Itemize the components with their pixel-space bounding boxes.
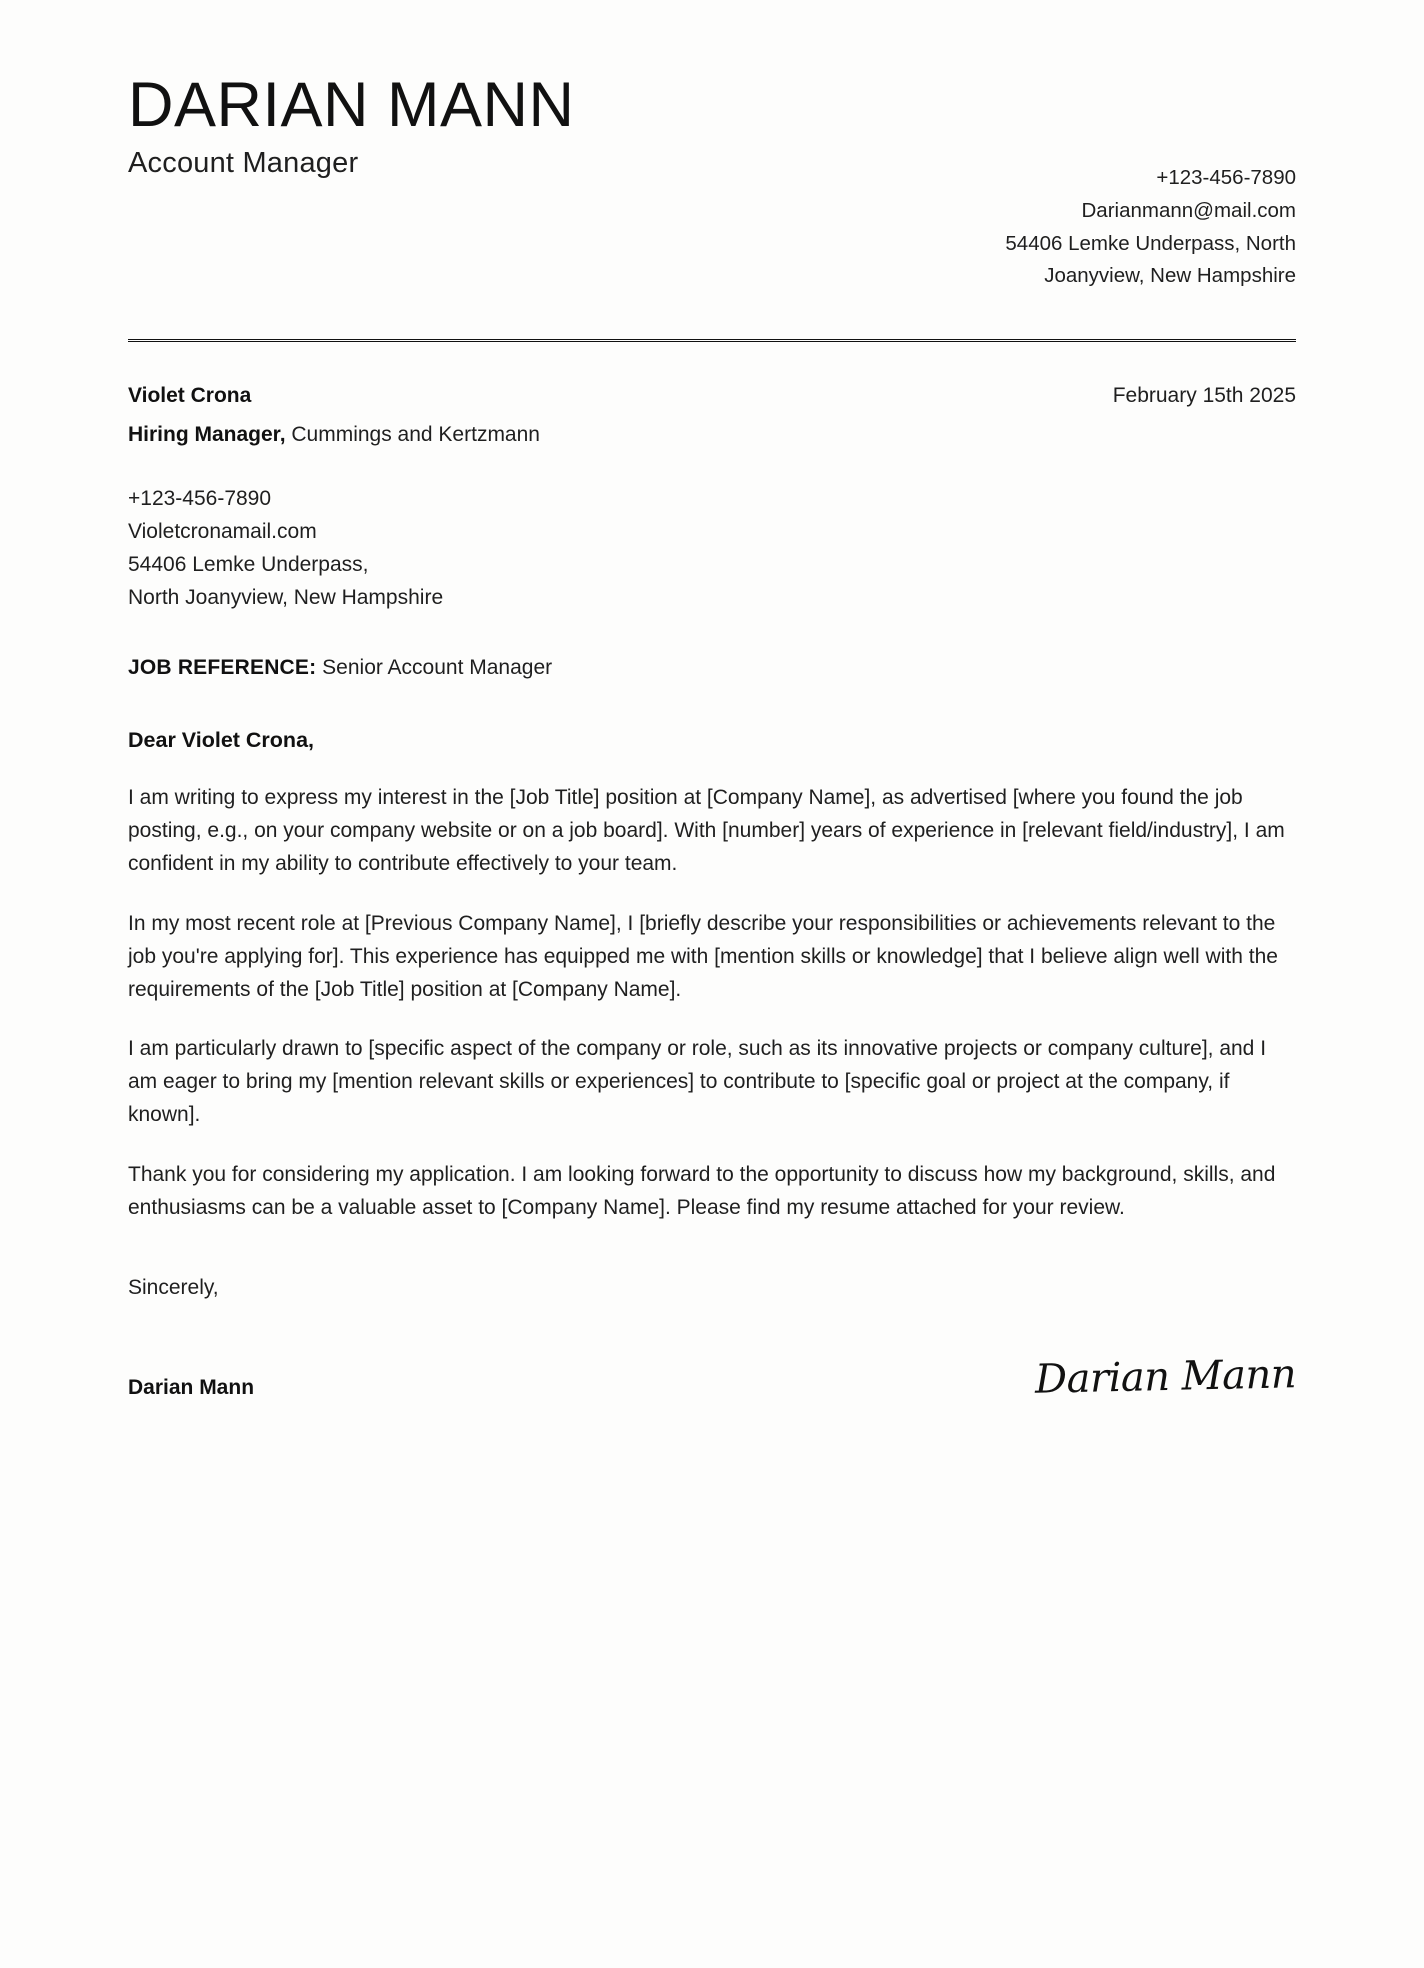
sender-address: 54406 Lemke Underpass, North Joanyview, New Hampshire bbox=[1005, 231, 1296, 288]
job-reference-label: JOB REFERENCE: bbox=[128, 656, 317, 680]
recipient-email: Violetcronamail.com bbox=[128, 520, 317, 544]
signer-name: Darian Mann bbox=[128, 1375, 255, 1399]
sender-name: DARIAN MANN bbox=[128, 70, 575, 140]
recipient-role-label: Hiring Manager, bbox=[128, 423, 286, 447]
recipient-contact-block bbox=[128, 483, 1296, 615]
recipient-company: Cummings and Kertzmann bbox=[285, 423, 540, 447]
job-reference-line bbox=[128, 656, 1296, 680]
signature-mark: Darian Mann bbox=[1034, 1351, 1297, 1403]
salutation: Dear Violet Crona, bbox=[128, 728, 314, 753]
letter-paragraph-2: In my most recent role at [Previous Company Name], I [briefly describe your responsibilities or achievements relevant to the job you're applying for]. This experience has equipped me with [mention skills or knowledge] that I believe align well with the requirements of the [Job Title] position at [Company Name]. bbox=[128, 911, 1278, 1001]
sender-email: Darianmann@mail.com bbox=[1081, 198, 1296, 222]
recipient-header-row bbox=[128, 384, 1296, 408]
recipient-role-line bbox=[128, 423, 1296, 447]
closing-line: Sincerely, bbox=[128, 1275, 219, 1299]
recipient-address-line-1: 54406 Lemke Underpass, bbox=[128, 553, 369, 577]
job-reference-value: Senior Account Manager bbox=[316, 656, 553, 680]
recipient-name: Violet Crona bbox=[128, 384, 252, 408]
sender-job-title: Account Manager bbox=[128, 146, 359, 179]
sender-identity bbox=[128, 72, 575, 180]
recipient-address-line-2: North Joanyview, New Hampshire bbox=[128, 586, 444, 610]
letter-header bbox=[128, 0, 1296, 293]
sender-phone: +123-456-7890 bbox=[1156, 166, 1296, 189]
sender-contact-block bbox=[936, 72, 1296, 293]
letter-paragraph-4: Thank you for considering my application. I am looking forward to the opportunity to discuss how my background, skills, and enthusiasms can be a valuable asset to [Company Name]. Please find my resume attached for your review. bbox=[128, 1162, 1276, 1219]
letter-date: February 15th 2025 bbox=[1112, 384, 1296, 408]
header-divider bbox=[128, 339, 1296, 342]
recipient-phone: +123-456-7890 bbox=[128, 487, 272, 511]
letter-paragraph-1: I am writing to express my interest in the [Job Title] position at [Company Name], as advertised [where you found the job posting, e.g., on your company website or on a job board]. With [number] years of experience in [relevant field/industry], I am confident in my ability to contribute effectively to your team. bbox=[128, 786, 1285, 876]
letter-paragraph-3: I am particularly drawn to [specific aspect of the company or role, such as its innovative projects or company culture], and I am eager to bring my [mention relevant skills or experiences] to contribute to [specific goal or project at the company, if known]. bbox=[128, 1037, 1267, 1127]
signature-row bbox=[128, 1351, 1297, 1403]
